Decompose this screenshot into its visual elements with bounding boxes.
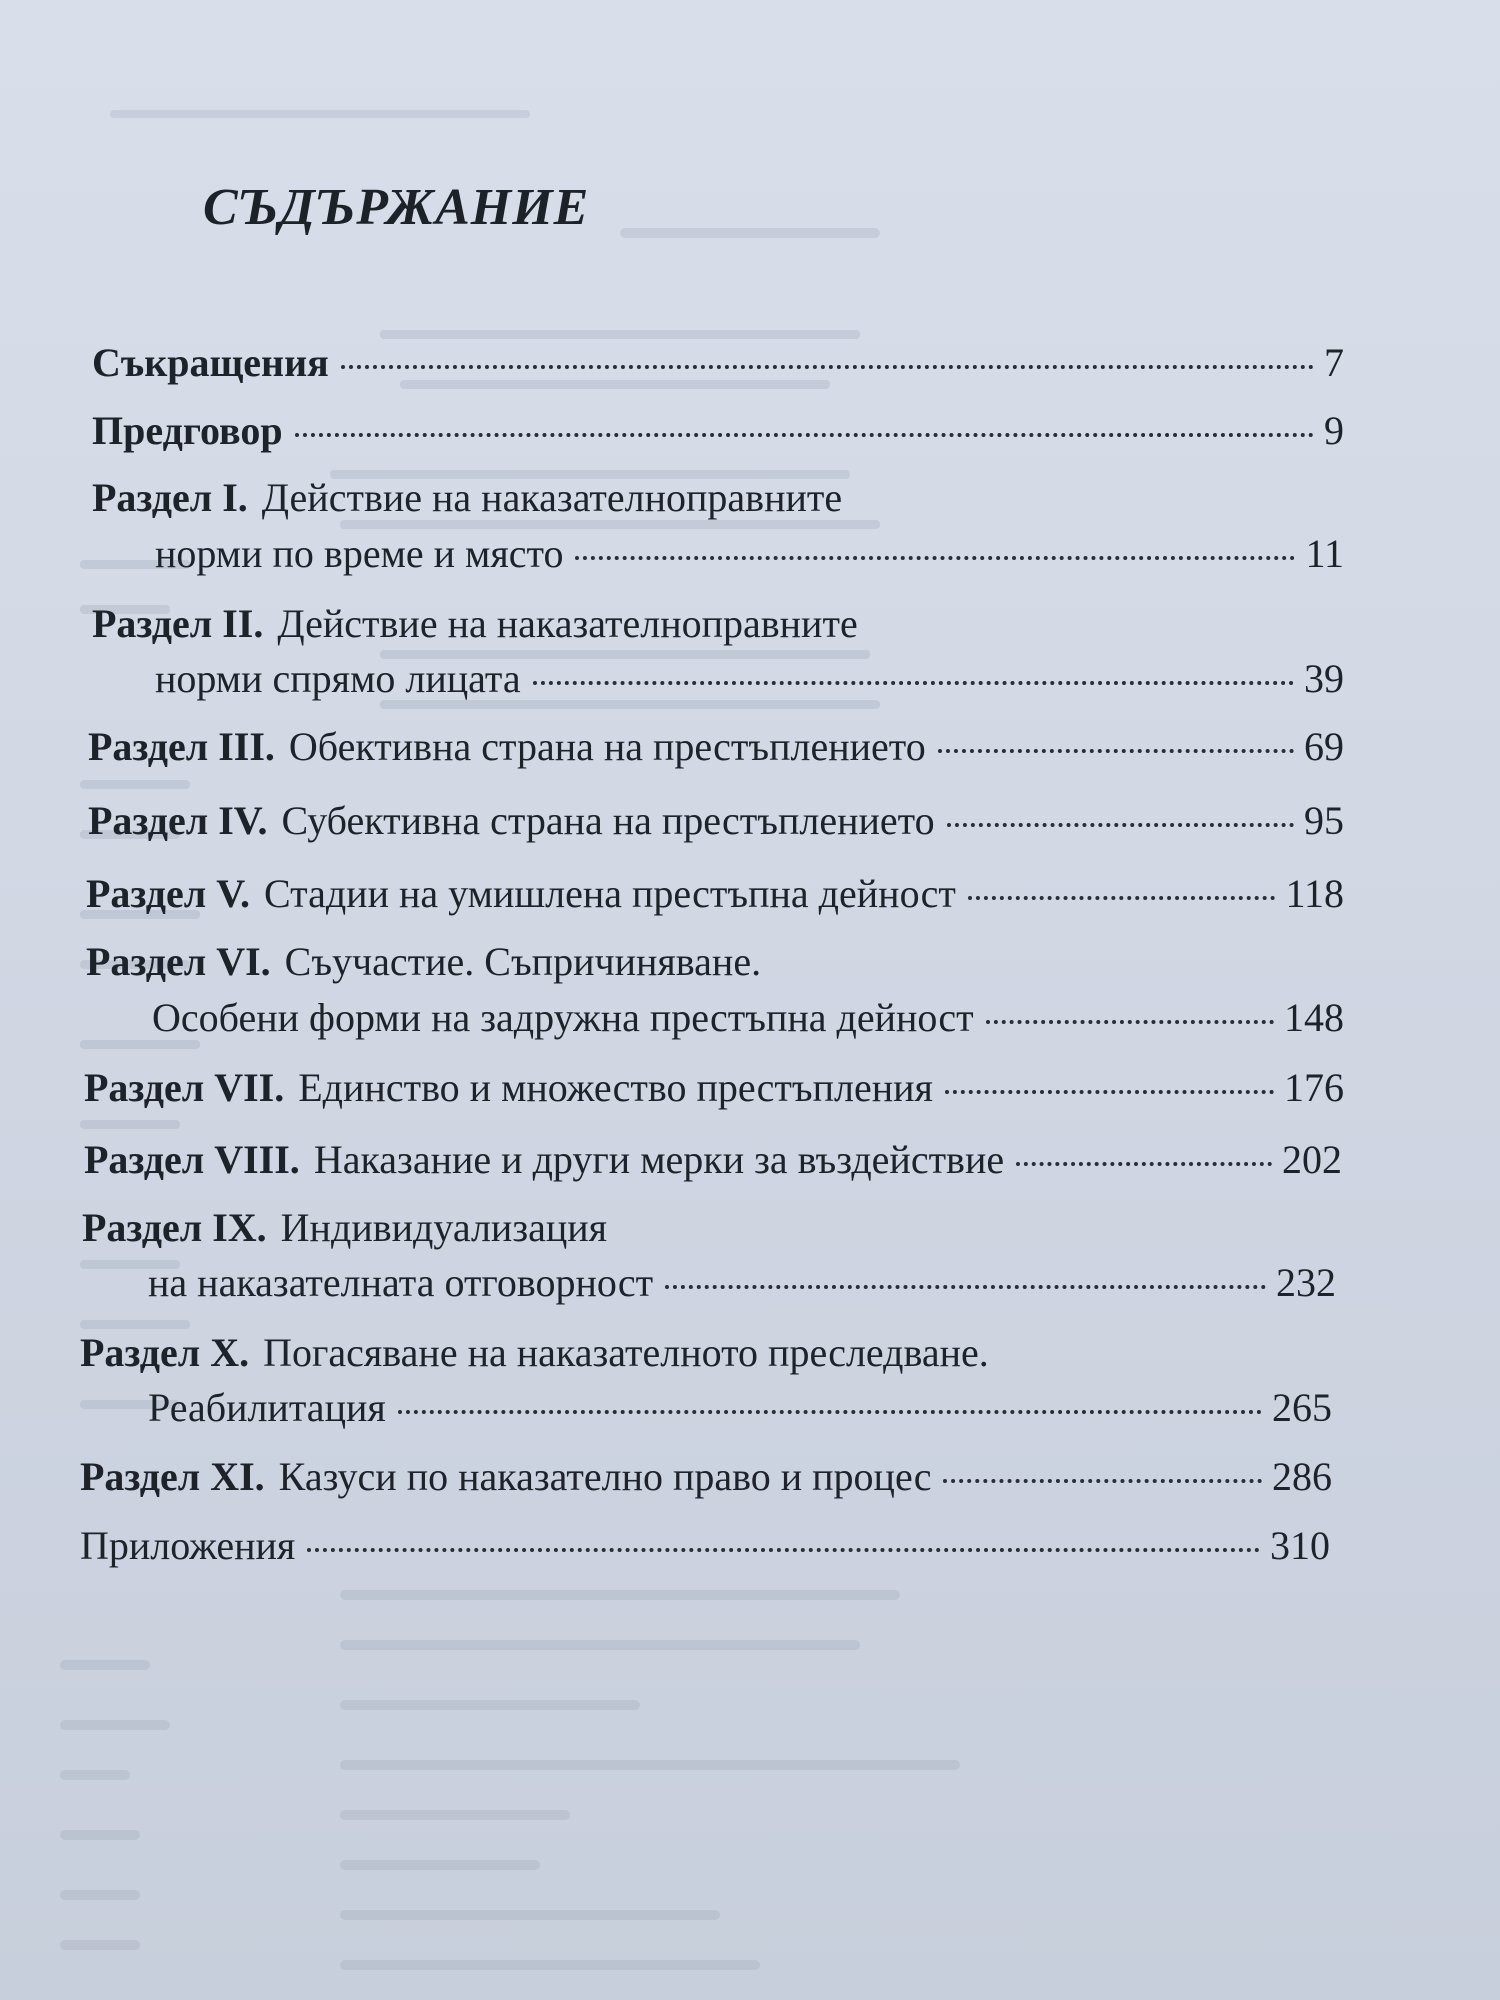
dot-leader xyxy=(945,1090,1274,1094)
toc-entry-section-1-cont[interactable] xyxy=(155,526,1344,582)
toc-entry-title: на наказателната отговорност xyxy=(148,1260,654,1305)
dot-leader xyxy=(575,556,1295,560)
toc-page-number: 9 xyxy=(1324,408,1344,453)
toc-entry-section-6-cont[interactable] xyxy=(152,990,1344,1046)
toc-entry-section-10-cont[interactable] xyxy=(148,1380,1332,1436)
toc-page-number: 265 xyxy=(1272,1385,1332,1430)
toc-entry-title: Реабилитация xyxy=(148,1385,386,1430)
toc-page-number: 148 xyxy=(1284,995,1344,1040)
dot-leader xyxy=(665,1285,1266,1289)
toc-entry-title: Обективна страна на престъплението xyxy=(288,724,926,769)
page-title: СЪДЪРЖАНИЕ xyxy=(203,179,590,236)
toc-entry-section-5[interactable] xyxy=(86,866,1344,922)
toc-entry-title: норми по време и място xyxy=(155,531,564,576)
toc-entry-label: Раздел VI. xyxy=(86,939,271,984)
toc-page-number: 176 xyxy=(1284,1065,1344,1110)
toc-entry-title: Особени форми на задружна престъпна дейност xyxy=(152,995,974,1040)
toc-entry-label: Раздел III. xyxy=(88,724,275,769)
toc-entry-section-1[interactable] xyxy=(92,470,842,526)
dot-leader xyxy=(947,823,1294,827)
toc-page-number: 95 xyxy=(1304,798,1344,843)
toc-page-number: 7 xyxy=(1324,340,1344,385)
toc-entry-title: Действие на наказателноправните xyxy=(261,475,843,520)
toc-entry-title: норми спрямо лицата xyxy=(155,656,521,701)
toc-entry-section-11[interactable] xyxy=(80,1449,1332,1505)
toc-page-number: 39 xyxy=(1304,656,1344,701)
toc-page-number: 286 xyxy=(1272,1454,1332,1499)
toc-entry-section-8[interactable] xyxy=(84,1132,1342,1188)
dot-leader xyxy=(986,1020,1274,1024)
dot-leader xyxy=(341,365,1314,369)
toc-entry-title: Субективна страна на престъплението xyxy=(281,798,935,843)
toc-entry-title: Наказание и други мерки за въздействие xyxy=(313,1137,1005,1182)
toc-entry-title: Погасяване на наказателното преследване. xyxy=(263,1330,989,1375)
toc-entry-label: Раздел IV. xyxy=(88,798,268,843)
toc-entry-label: Раздел VII. xyxy=(84,1065,285,1110)
toc-entry-title: Съучастие. Съпричиняване. xyxy=(284,939,762,984)
toc-entry-label: Раздел I. xyxy=(92,475,248,520)
toc-entry-title: Стадии на умишлена престъпна дейност xyxy=(263,871,956,916)
toc-entry-section-2[interactable] xyxy=(92,596,858,652)
toc-entry-label: Предговор xyxy=(92,408,283,453)
toc-entry-title: Действие на наказателноправните xyxy=(277,601,858,646)
toc-entry-label: Раздел VIII. xyxy=(84,1137,300,1182)
toc-page-number: 310 xyxy=(1270,1523,1330,1568)
dot-leader xyxy=(533,681,1294,685)
toc-entry-title: Казуси по наказателно право и процес xyxy=(278,1454,932,1499)
toc-entry-section-7[interactable] xyxy=(84,1060,1344,1116)
dot-leader xyxy=(938,749,1294,753)
toc-entry-section-2-cont[interactable] xyxy=(155,651,1344,707)
dot-leader xyxy=(295,433,1314,437)
toc-entry-section-4[interactable] xyxy=(88,793,1344,849)
toc-entry-label: Приложения xyxy=(80,1523,296,1568)
toc-entry-section-6[interactable] xyxy=(86,934,761,990)
toc-entry-label: Раздел IX. xyxy=(82,1205,267,1250)
toc-page-number: 11 xyxy=(1305,531,1344,576)
toc-entry-preface[interactable] xyxy=(92,403,1344,459)
toc-entry-label: Раздел X. xyxy=(80,1330,250,1375)
toc-entry-section-9[interactable] xyxy=(82,1200,607,1256)
toc-entry-section-9-cont[interactable] xyxy=(148,1255,1336,1311)
dot-leader xyxy=(943,1479,1262,1483)
dot-leader xyxy=(968,896,1276,900)
toc-entry-title: Индивидуализация xyxy=(280,1205,608,1250)
toc-page-number: 69 xyxy=(1304,724,1344,769)
toc-entry-section-10[interactable] xyxy=(80,1325,989,1381)
dot-leader xyxy=(307,1548,1260,1552)
toc-entry-label: Съкращения xyxy=(92,340,329,385)
dot-leader xyxy=(398,1410,1262,1414)
toc-entry-title: Единство и множество престъпления xyxy=(298,1065,933,1110)
toc-entry-label: Раздел V. xyxy=(86,871,250,916)
toc-page-number: 202 xyxy=(1282,1137,1342,1182)
toc-entry-abbreviations[interactable] xyxy=(92,335,1344,391)
toc-entry-section-3[interactable] xyxy=(88,719,1344,775)
toc-page-number: 118 xyxy=(1285,871,1344,916)
toc-page-number: 232 xyxy=(1276,1260,1336,1305)
toc-entry-label: Раздел XI. xyxy=(80,1454,265,1499)
toc-entry-label: Раздел II. xyxy=(92,601,264,646)
dot-leader xyxy=(1016,1162,1272,1166)
toc-entry-appendices[interactable] xyxy=(80,1518,1330,1574)
